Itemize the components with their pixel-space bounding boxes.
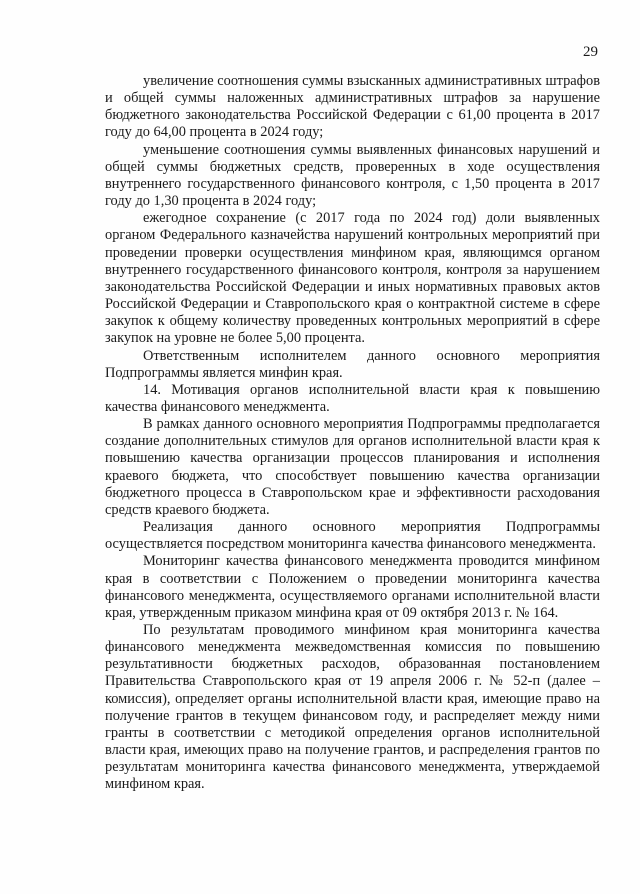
paragraph-commission-grants: По результатам проводимого минфином края мониторинга качества финансового менеджмента межведомственная комиссия по повышению результативности бюджетных расходов, образованная постановлением Правительства Ставропольского края от 19 апреля 2006 г. № 52-п (далее – комиссия), определяет органы исполнительной власти края, имеющие право на получение грантов в текущем финансовом году, и распределяет между ними гранты в соответствии с методикой определения органов исполнительной власти края, имеющих право на получение грантов, и распределения грантов по результатам мониторинга качества финансового менеджмента, утверждаемой минфином края. <box>105 622 600 793</box>
paragraph-section-heading: 14. Мотивация органов исполнительной власти края к повышению качества финансового менеджмента. <box>105 381 600 415</box>
paragraph-incentives: В рамках данного основного мероприятия Подпрограммы предполагается создание дополнительных стимулов для органов исполнительной власти края к повышению качества организации процессов планирования и исполнения краевого бюджета, что способствует повышению качества организации бюджетного процесса в Ставропольском крае и эффективности расходования средств краевого бюджета. <box>105 416 600 518</box>
body-text <box>105 73 600 794</box>
paragraph-treasury-share: ежегодное сохранение (с 2017 года по 2024 год) доли выявленных органом Федерального казначейства нарушений контрольных мероприятий при проведении проверки осуществления минфином края, являющимся органом внутреннего государственного финансового контроля, контроля за нарушением законодательства Российской Федерации и иных нормативных правовых актов Российской Федерации и Ставропольского края о контрактной системе в сфере закупок к общему количеству проведенных контрольных мероприятий в сфере закупок на уровне не более 5,00 процента. <box>105 210 600 347</box>
page-number: 29 <box>583 44 598 60</box>
paragraph-fines-ratio: увеличение соотношения суммы взысканных административных штрафов и общей суммы наложенных административных штрафов за нарушение бюджетного законодательства Российской Федерации с 61,00 процента в 2017 году до 64,00 процента в 2024 году; <box>105 73 600 141</box>
paragraph-violations-ratio: уменьшение соотношения суммы выявленных финансовых нарушений и общей суммы бюджетных средств, проверенных в ходе осуществления внутреннего государственного финансового контроля, с 1,50 процента в 2017 году до 1,30 процента в 2024 году; <box>105 141 600 210</box>
paragraph-implementation: Реализация данного основного мероприятия Подпрограммы осуществляется посредством мониторинга качества финансового менеджмента. <box>105 519 600 553</box>
paragraph-monitoring: Мониторинг качества финансового менеджмента проводится минфином края в соответствии с Положением о проведении мониторинга качества финансового менеджмента, осуществляемого органами исполнительной власти края, утвержденным приказом минфина края от 09 октября 2013 г. № 164. <box>105 553 600 621</box>
paragraph-responsible-executor: Ответственным исполнителем данного основного мероприятия Подпрограммы является минфин края. <box>105 347 600 381</box>
